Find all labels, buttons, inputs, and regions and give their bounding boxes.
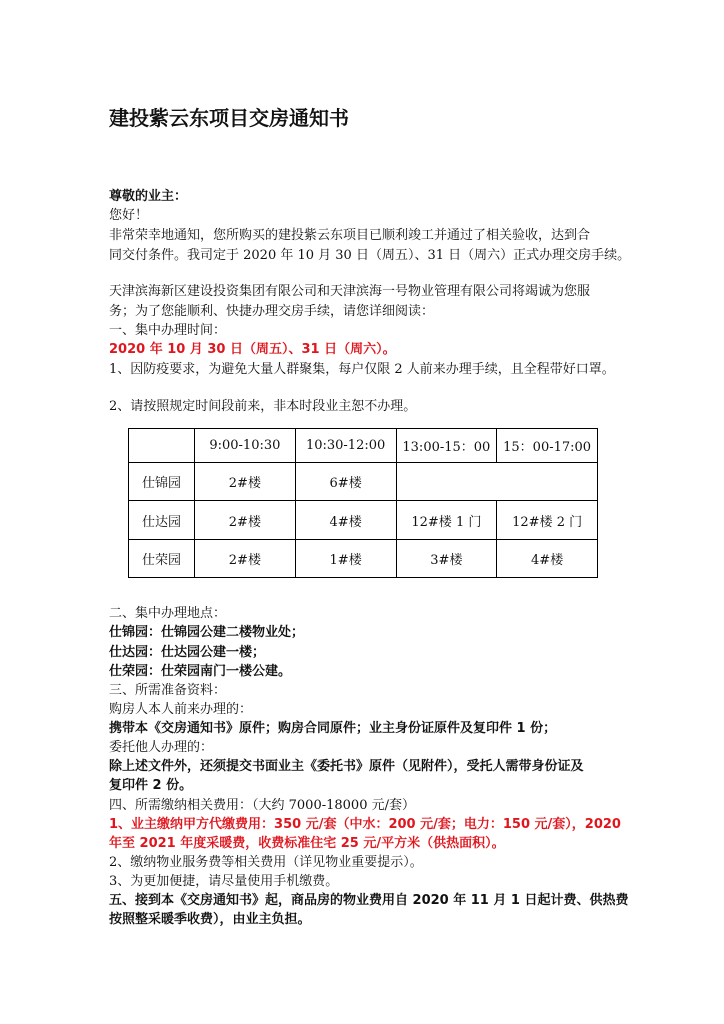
table-header-cell: 13:00-15：00 (396, 429, 497, 463)
table-cell: 2#楼 (195, 463, 296, 501)
section1-heading: 一、集中办理时间： (109, 323, 227, 338)
table-header-cell: 10:30-12:00 (295, 429, 396, 463)
intro-line-2: 同交付条件。我司定于 2020 年 10 月 30 日（周五）、31 日（周六）正式办理交房手续。 (109, 248, 631, 263)
table-cell: 仕荣园 (129, 539, 195, 577)
self-label: 购房人本人前来办理的： (109, 702, 253, 717)
table-cell (396, 463, 598, 501)
table-cell: 12#楼 2 门 (497, 501, 598, 539)
proxy-docs-line-2: 复印件 2 份。 (109, 778, 193, 793)
proxy-label: 委托他人办理的： (109, 740, 214, 755)
table-row (129, 463, 598, 501)
hello-line: 您好！ (109, 208, 149, 223)
section3-heading: 三、所需准备资料： (109, 683, 227, 698)
place-shijin: 仕锦园：仕锦园公建二楼物业处； (109, 625, 305, 640)
table-cell: 4#楼 (295, 501, 396, 539)
place-shirong: 仕荣园：仕荣园南门一楼公建。 (109, 664, 292, 679)
table-header-row (129, 429, 598, 463)
table-row (129, 539, 598, 577)
table-cell: 6#楼 (295, 463, 396, 501)
table-cell: 2#楼 (195, 539, 296, 577)
table-cell: 12#楼 1 门 (396, 501, 497, 539)
section5-line-1: 五、接到本《交房通知书》起，商品房的物业费用自 2020 年 11 月 1 日起计费、供热费 (109, 893, 629, 908)
proxy-docs-line-1: 除上述文件外，还须提交书面业主《委托书》原件（见附件），受托人需带身份证及 (109, 759, 584, 774)
fee-line-3: 3、为更加便捷，请尽量使用手机缴费。 (109, 874, 339, 889)
section1-dates: 2020 年 10 月 30 日（周五）、31 日（周六）。 (109, 342, 396, 357)
table-cell: 仕达园 (129, 501, 195, 539)
self-docs: 携带本《交房通知书》原件；购房合同原件；业主身份证原件及复印件 1 份； (109, 721, 557, 736)
document-title: 建投紫云东项目交房通知书 (109, 106, 349, 130)
service-line-2: 务；为了您能顺利、快捷办理交房手续，请您详细阅读： (109, 304, 435, 319)
fees-red-line-1: 1、业主缴纳甲方代缴费用：350 元/套（中水：200 元/套；电力：150 元/套），2020 (109, 817, 621, 832)
section1-note-2: 2、请按照规定时间段前来，非本时段业主恕不办理。 (109, 399, 417, 414)
schedule-table (128, 428, 598, 578)
table-cell: 4#楼 (497, 539, 598, 577)
section1-note-1: 1、因防疫要求，为避免大量人群聚集，每户仅限 2 人前来办理手续，且全程带好口罩。 (109, 362, 615, 377)
greeting: 尊敬的业主： (109, 189, 188, 204)
intro-line-1: 非常荣幸地通知，您所购买的建投紫云东项目已顺利竣工并通过了相关验收，达到合 (109, 228, 591, 243)
table-cell: 3#楼 (396, 539, 497, 577)
fee-line-2: 2、缴纳物业服务费等相关费用（详见物业重要提示）。 (109, 855, 423, 870)
table-header-cell (129, 429, 195, 463)
fees-red-line-2: 年至 2021 年度采暖费，收费标准住宅 25 元/平方米（供热面积）。 (109, 836, 505, 851)
table-row (129, 501, 598, 539)
table-cell: 1#楼 (295, 539, 396, 577)
section2-heading: 二、集中办理地点： (109, 606, 227, 621)
section5-line-2: 按照整采暖季收费），由业主负担。 (109, 912, 311, 927)
section4-heading: 四、所需缴纳相关费用：（大约 7000-18000 元/套） (109, 798, 415, 813)
table-cell: 2#楼 (195, 501, 296, 539)
table-cell: 仕锦园 (129, 463, 195, 501)
table-header-cell: 15：00-17:00 (497, 429, 598, 463)
service-line-1: 天津滨海新区建设投资集团有限公司和天津滨海一号物业管理有限公司将竭诚为您服 (109, 284, 591, 299)
table-header-cell: 9:00-10:30 (195, 429, 296, 463)
place-shida: 仕达园：仕达园公建一楼； (109, 645, 266, 660)
